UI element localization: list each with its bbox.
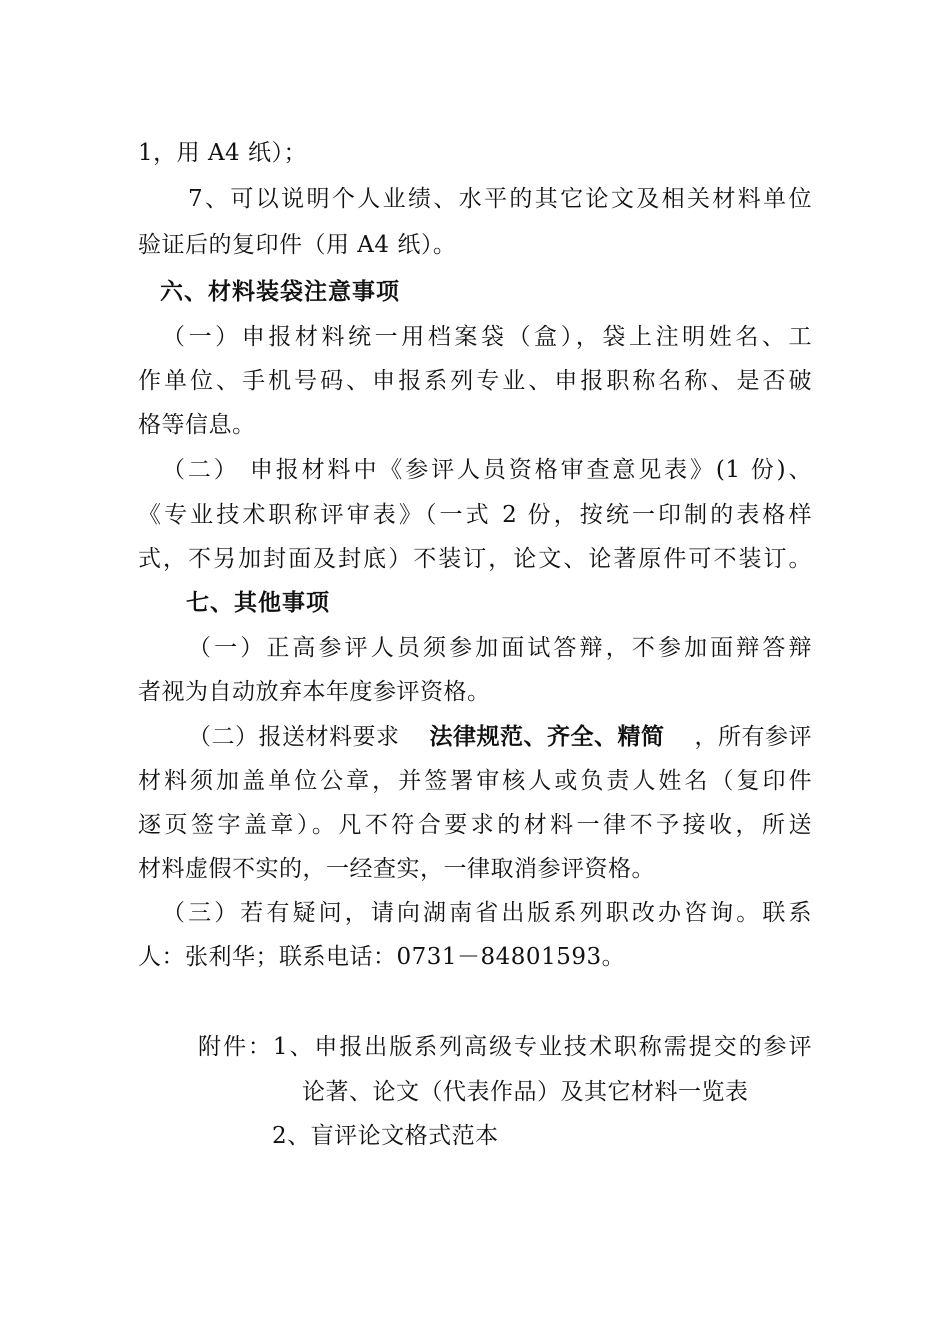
text-line: （一）正高参评人员须参加面试答辩，不参加面辩答辩 — [188, 635, 812, 661]
text-line: 验证后的复印件（用 A4 纸）。 — [138, 232, 457, 258]
text-line: 材料虚假不实的，一经查实，一律取消参评资格。 — [138, 856, 655, 882]
text-line: 1，用 A4 纸）； — [138, 140, 307, 166]
text-line: （三）若有疑问，请向湖南省出版系列职改办咨询。联系 — [162, 900, 812, 926]
section-heading: 六、材料装袋注意事项 — [160, 279, 400, 305]
attachment-line: 附件：1、申报出版系列高级专业技术职称需提交的参评 — [198, 1034, 812, 1060]
text-line: 材料须加盖单位公章，并签署审核人或负责人姓名（复印件 — [138, 768, 812, 794]
text-line: 《专业技术职称评审表》（一式 2 份，按统一印制的表格样 — [138, 502, 812, 528]
attachment-line: 2、盲评论文格式范本 — [272, 1123, 499, 1149]
text-segment: （二）报送材料要求 — [188, 724, 400, 750]
text-line-with-emphasis — [188, 723, 812, 751]
text-line: 者视为自动放弃本年度参评资格。 — [138, 679, 491, 705]
section-heading: 七、其他事项 — [186, 590, 330, 616]
text-segment: ，所有参评 — [694, 724, 812, 750]
text-line: 作单位、手机号码、申报系列专业、申报职称名称、是否破 — [138, 368, 812, 394]
text-line: （二） 申报材料中《参评人员资格审查意见表》(1 份)、 — [162, 457, 812, 483]
emphasis-text: 法律规范、齐全、精简 — [429, 724, 665, 750]
text-line: 7、可以说明个人业绩、水平的其它论文及相关材料单位 — [188, 186, 812, 212]
text-line: 格等信息。 — [138, 412, 256, 438]
text-line: 逐页签字盖章）。凡不符合要求的材料一律不予接收，所送 — [138, 812, 812, 838]
text-line: （一）申报材料统一用档案袋（盒），袋上注明姓名、工 — [162, 324, 812, 350]
text-line: 式，不另加封面及封底）不装订，论文、论著原件可不装订。 — [138, 546, 812, 572]
text-line: 人：张利华；联系电话：0731－84801593。 — [138, 944, 626, 970]
attachment-line: 论著、论文（代表作品）及其它材料一览表 — [302, 1079, 749, 1105]
